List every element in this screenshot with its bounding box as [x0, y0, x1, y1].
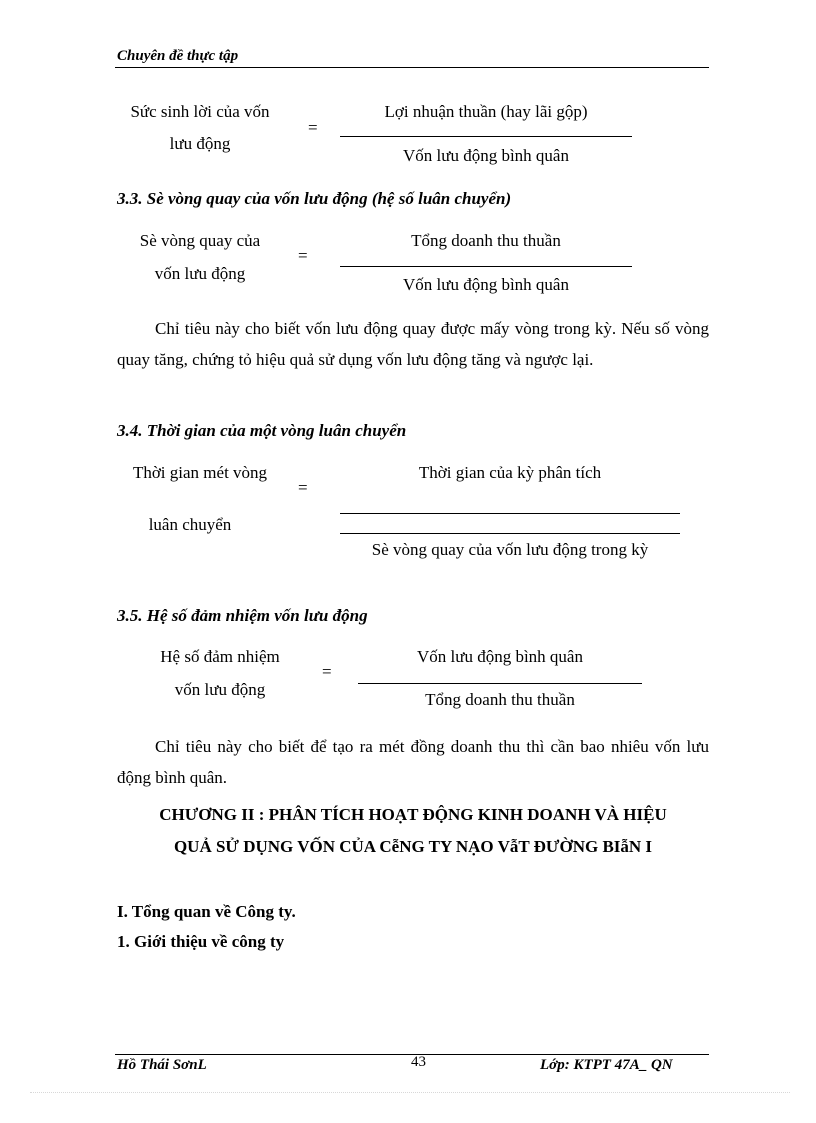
part-1-heading: I. Tổng quan về Công ty.	[117, 902, 296, 921]
section-3-3-heading: 3.3. Sè vòng quay của vốn lưu động (hệ số luân chuyển)	[117, 189, 512, 208]
formula3-equals: =	[298, 478, 308, 497]
formula4-equals: =	[322, 662, 332, 681]
paragraph-coefficient-meaning: Chỉ tiêu này cho biết để tạo ra mét đồng doanh thu thì cần bao nhiêu vốn lưu động bình quân.	[117, 737, 709, 787]
formula1-lhs-line1: Sức sinh lời của vốn	[130, 102, 270, 121]
formula3-numerator: Thời gian của kỳ phân tích	[418, 463, 602, 482]
formula1-numerator: Lợi nhuận thuần (hay lãi gộp)	[384, 102, 588, 121]
section-3-4-heading: 3.4. Thời gian của một vòng luân chuyển	[117, 421, 407, 440]
formula2-equals: =	[298, 246, 308, 265]
formula2-lhs-line1: Sè vòng quay của	[139, 231, 261, 250]
chapter-title-line2: QUẢ SỬ DỤNG VỐN CỦA CễNG TY NẠO VẫT ĐƯỜNG BIẫN I	[173, 837, 653, 856]
paragraph-rotation-meaning: Chỉ tiêu này cho biết vốn lưu động quay được mấy vòng trong kỳ. Nếu số vòng quay tăng, chứng tỏ hiệu quả sử dụng vốn lưu động tăng và ngược lại.	[117, 319, 709, 369]
formula3-denominator: Sè vòng quay của vốn lưu động trong kỳ	[371, 540, 649, 559]
footer-class: Lớp: KTPT 47A_ QN	[540, 1057, 673, 1073]
formula1-fraction-bar	[340, 136, 632, 137]
formula4-fraction-bar	[358, 683, 642, 684]
formula3-lhs-line2: luân chuyển	[148, 515, 232, 534]
formula1-denominator: Vốn lưu động bình quân	[403, 146, 569, 165]
subsection-1-heading: 1. Giới thiệu về công ty	[117, 932, 285, 951]
page-header-title: Chuyên đề thực tập	[117, 48, 239, 64]
formula2-fraction-bar	[340, 266, 632, 267]
formula4-numerator: Vốn lưu động bình quân	[417, 647, 583, 666]
formula2-denominator: Vốn lưu động bình quân	[403, 275, 569, 294]
footer-author: Hồ Thái SơnL	[117, 1057, 207, 1073]
formula3-fraction-bar-upper	[340, 513, 680, 514]
formula2-numerator: Tổng doanh thu thuần	[411, 231, 561, 250]
formula3-lhs-line1: Thời gian mét vòng	[132, 463, 268, 482]
section-3-5-heading: 3.5. Hệ số đảm nhiệm vốn lưu động	[117, 606, 368, 625]
formula1-lhs-line2: lưu động	[169, 134, 231, 153]
formula4-denominator: Tổng doanh thu thuần	[425, 690, 575, 709]
chapter-title-line1: CHƯƠNG II : PHÂN TÍCH HOẠT ĐỘNG KINH DOANH VÀ HIỆU	[159, 805, 667, 824]
page-bottom-dotted-line	[30, 1092, 790, 1093]
header-divider	[115, 67, 709, 68]
chapter-title	[117, 799, 709, 863]
formula2-lhs-line2: vốn lưu động	[154, 264, 246, 283]
formula1-equals: =	[308, 118, 318, 137]
formula4-lhs-line2: vốn lưu động	[174, 680, 266, 699]
page-number: 43	[411, 1054, 426, 1070]
formula4-lhs-line1: Hệ số đảm nhiệm	[160, 647, 280, 666]
formula3-fraction-bar-lower	[340, 533, 680, 534]
